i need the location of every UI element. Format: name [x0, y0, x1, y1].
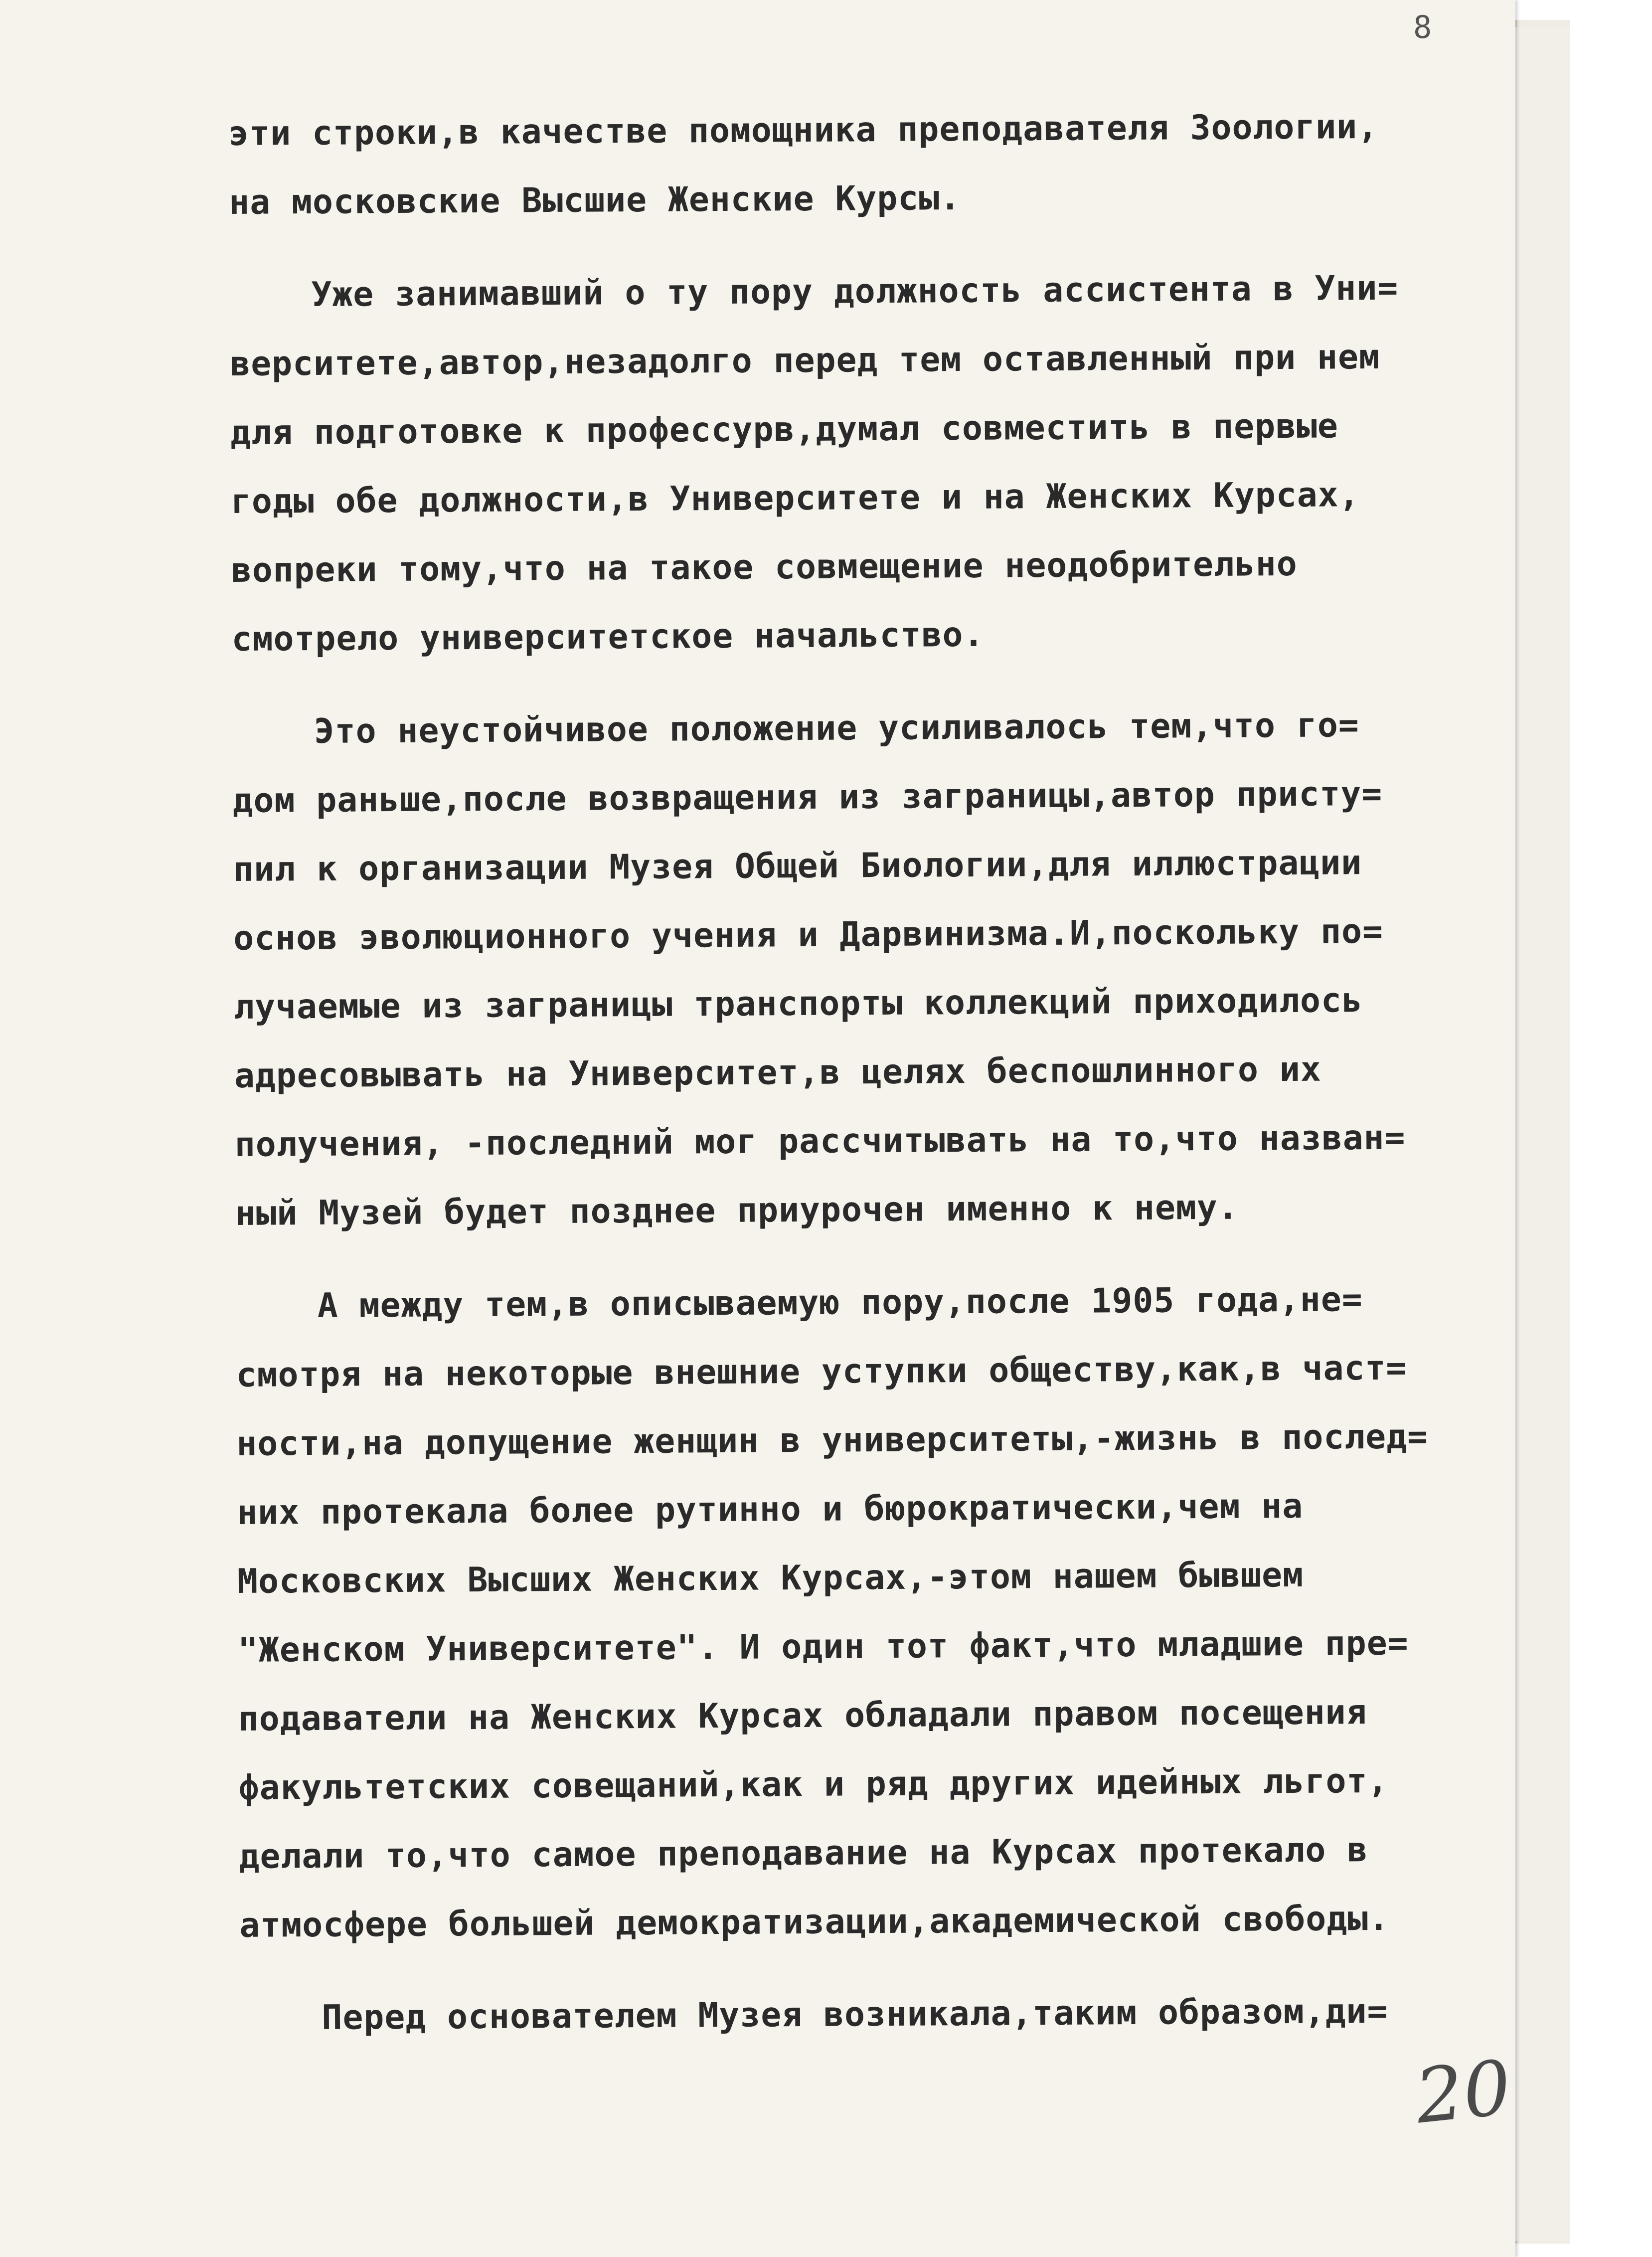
text-line: адресовывать на Университет,в целях беспошлинного их [234, 1049, 1322, 1096]
text-line: годы обе должности,в Университете и на Женских Курсах, [230, 475, 1360, 521]
text-line: "Женском Университете". И один тот факт,что младшие пре= [237, 1623, 1409, 1670]
text-line: Это неустойчивое положение усиливалось тем,что го= [314, 705, 1359, 751]
text-line: получения, -последний мог рассчитывать на то,что назван= [234, 1118, 1406, 1165]
text-line: Уже занимавший о ту пору должность ассистента в Уни= [311, 268, 1399, 315]
paragraph [229, 253, 1508, 674]
text-line: факультетских совещаний,как и ряд других идейных льгот, [238, 1761, 1389, 1808]
text-line: атмосфере большей демократизации,академической свободы. [239, 1899, 1390, 1945]
text-line: дом раньше,после возвращения из заграницы,автор присту= [232, 774, 1383, 821]
text-line: делали то,что самое преподавание на Курсах протекало в [239, 1830, 1368, 1877]
text-line: на московские Высшие Женские Курсы. [229, 178, 961, 222]
text-line: эти строки,в качестве помощника преподавателя Зоологии, [228, 107, 1379, 154]
page-number: 8 [1413, 9, 1432, 45]
handwritten-folio-number: 20 [1411, 2044, 1515, 2141]
paragraph [228, 92, 1505, 237]
paragraph [235, 1264, 1515, 1960]
background-strip [1570, 0, 1652, 2257]
text-line: ный Музей будет позднее приурочен именно к нему. [235, 1188, 1239, 1233]
text-line: них протекала более рутинно и бюрократически,чем на [237, 1486, 1304, 1533]
text-line: верситете,автор,незадолго перед тем оставленный при нем [229, 337, 1380, 384]
text-line: подаватели на Женских Курсах обладали правом посещения [238, 1693, 1367, 1739]
text-line: Перед основателем Музея возникала,таким образом,ди= [322, 1991, 1388, 2038]
text-body [228, 92, 1516, 2053]
text-line: пил к организации Музея Общей Биологии,для иллюстрации [233, 843, 1362, 889]
text-line: смотря на некоторые внешние уступки обществу,как,в част= [236, 1348, 1407, 1395]
text-line: вопреки тому,что на такое совмещение неодобрительно [231, 544, 1298, 590]
text-line: смотрело университетское начальство. [231, 615, 985, 659]
text-line: ности,на допущение женщин в университеты,-жизнь в послед= [236, 1417, 1429, 1464]
text-line: лучаемые из заграницы транспорты коллекций приходилось [233, 981, 1363, 1027]
paragraph [232, 690, 1511, 1248]
text-line: Московских Высших Женских Курсах,-этом нашем бывшем [237, 1555, 1304, 1601]
text-line: А между тем,в описываемую пору,после 1905 года,не= [317, 1280, 1363, 1326]
paragraph [240, 1976, 1516, 2053]
text-line: для подготовке к профессурв,думал совместить в первые [230, 406, 1339, 453]
text-line: основ эволюционного учения и Дарвинизма.И,поскольку по= [233, 911, 1384, 958]
